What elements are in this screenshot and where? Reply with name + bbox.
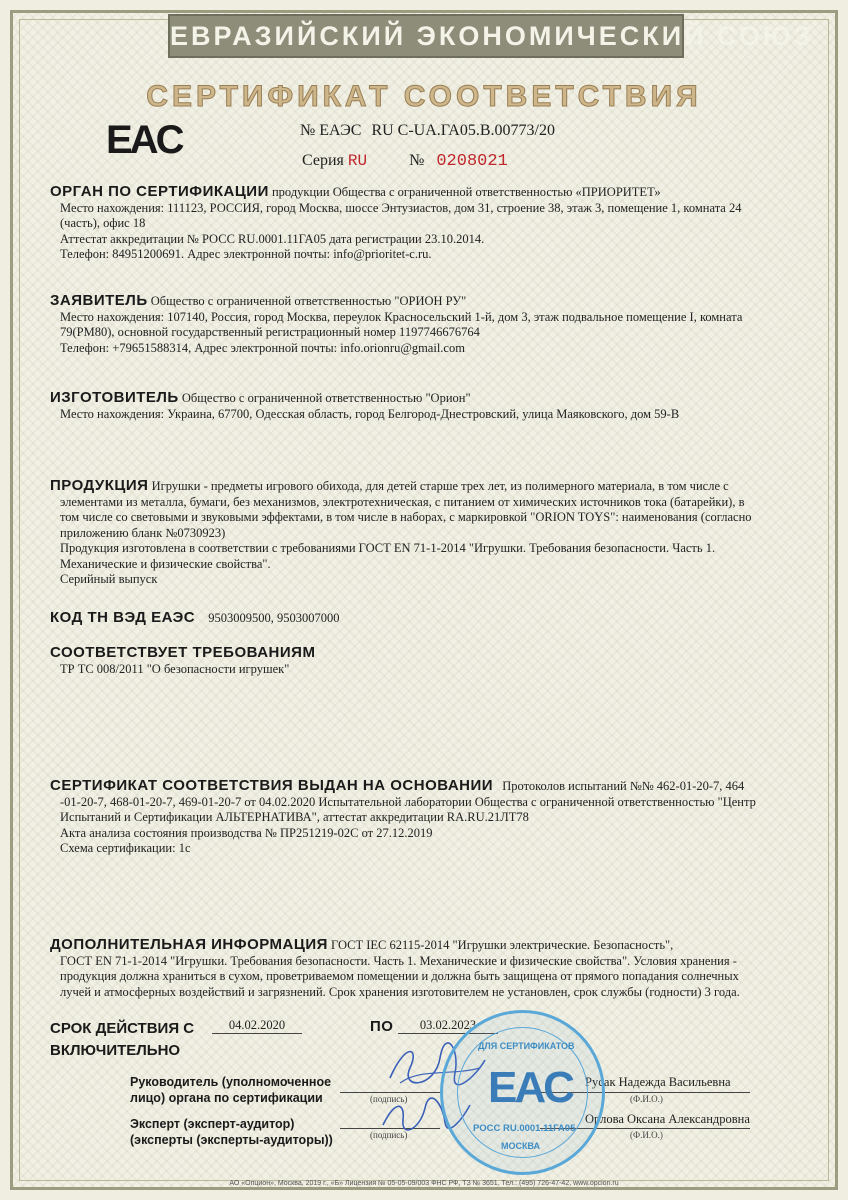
basis-line: Схема сертификации: 1с: [60, 841, 191, 855]
head-name-caption: (Ф.И.О.): [630, 1094, 663, 1104]
section-basis: [50, 778, 790, 857]
heading-cert-body: ОРГАН ПО СЕРТИФИКАЦИИ: [50, 183, 269, 200]
stamp-top-text: ДЛЯ СЕРТИФИКАТОВ: [478, 1041, 575, 1051]
section-certification-body: [50, 184, 790, 263]
tn-ved-value: 9503009500, 9503007000: [208, 611, 340, 625]
series-label: Серия: [302, 152, 344, 169]
validity-inclusive-label: ВКЛЮЧИТЕЛЬНО: [50, 1042, 181, 1059]
validity-from-label: СРОК ДЕЙСТВИЯ С: [50, 1020, 195, 1037]
requirements-value: ТР ТС 008/2011 "О безопасности игрушек": [60, 661, 290, 676]
date-from: 04.02.2020: [212, 1018, 302, 1034]
section-additional: [50, 937, 790, 1000]
applicant-line: 79(РМ80), основной государственный регистрационный номер 1197746676764: [60, 325, 480, 339]
series-line: [302, 152, 508, 171]
heading-manufacturer: ИЗГОТОВИТЕЛЬ: [50, 389, 179, 406]
head-name: Русак Надежда Васильевна: [585, 1075, 731, 1089]
union-title: ЕВРАЗИЙСКИЙ ЭКОНОМИЧЕСКИЙ СОЮЗ: [168, 14, 684, 58]
product-line: Игрушки - предметы игрового обихода, для детей старше трех лет, из полимерного материала, в том числе с: [151, 479, 729, 493]
stamp-registration: РОСС RU.0001.11ГА05: [473, 1123, 576, 1134]
basis-line: -01-20-7, 468-01-20-7, 469-01-20-7 от 04.02.2020 Испытательной лаборатории Общества с ограниченной ответственностью "Центр: [60, 794, 756, 809]
cert-body-line: продукции Общества с ограниченной ответственностью «ПРИОРИТЕТ»: [271, 185, 661, 199]
heading-basis: СЕРТИФИКАТ СООТВЕТСТВИЯ ВЫДАН НА ОСНОВАНИИ: [50, 777, 494, 794]
certificate-title: СЕРТИФИКАТ СООТВЕТСТВИЯ: [146, 80, 702, 113]
head-signature-label: Руководитель (уполномоченное лицо) органа по сертификации: [130, 1075, 332, 1105]
product-line: Серийный выпуск: [60, 572, 158, 586]
heading-product: ПРОДУКЦИЯ: [50, 477, 149, 494]
date-to: 03.02.2023: [398, 1018, 498, 1034]
cert-body-line: Телефон: 84951200691. Адрес электронной почты: info@prioritet-c.ru.: [60, 247, 432, 261]
applicant-line: Место нахождения: 107140, Россия, город Москва, переулок Красносельский 1-й, дом 3, этаж подвальное помещение I, комната: [60, 309, 743, 324]
stamp-city: МОСКВА: [501, 1141, 541, 1151]
blank-label: №: [409, 152, 425, 169]
section-product: [50, 478, 790, 588]
expert-signature-label: Эксперт (эксперт-аудитор) (эксперты (эксперты-аудиторы)): [130, 1117, 333, 1147]
product-line: Механические и физические свойства".: [60, 556, 271, 571]
additional-line: продукция должна храниться в сухом, проветриваемом помещении и должна быть защищена от прямого попадания солнечных: [60, 969, 739, 983]
manufacturer-line: Общество с ограниченной ответственностью "Орион": [181, 391, 471, 405]
certificate-number: [300, 122, 555, 140]
product-line: элементами из металла, бумаги, без механизмов, электротехническая, с питанием от химических источников тока (батарейки), в: [60, 494, 745, 509]
product-line: том числе со световыми и звуковыми эффектами, в том числе в наборах, с маркировкой "ORION TOYS": наименования (согласно: [60, 510, 752, 524]
head-signature-caption: (подпись): [370, 1094, 408, 1104]
additional-line: ГОСТ EN 71-1-2014 "Игрушки. Требования безопасности. Часть 1. Механические и физические свойства". Условия хранения -: [60, 953, 737, 968]
certification-stamp: [440, 1010, 605, 1175]
heading-requirements: СООТВЕТСТВУЕТ ТРЕБОВАНИЯМ: [50, 644, 316, 661]
expert-name-caption: (Ф.И.О.): [630, 1130, 663, 1140]
additional-line: лучей и атмосферных воздействий и загрязнений. Срок хранения изготовителем не установлен, срок службы (годности) 3 года.: [60, 984, 740, 999]
section-requirements: [50, 645, 790, 677]
product-line: Продукция изготовлена в соответствии с требованиями ГОСТ EN 71-1-2014 "Игрушки. Требования безопасности. Часть 1.: [60, 541, 716, 555]
expert-name: Орлова Оксана Александровна: [585, 1112, 750, 1126]
cert-body-line: Аттестат аккредитации № РОСС RU.0001.11ГА05 дата регистрации 23.10.2014.: [60, 231, 485, 246]
to-label: ПО: [370, 1018, 394, 1035]
validity-label: [50, 1018, 194, 1062]
heading-tn-ved: КОД ТН ВЭД ЕАЭС: [50, 609, 196, 626]
blank-number: 0208021: [436, 152, 508, 171]
section-tn-ved: [50, 610, 790, 627]
basis-line: Протоколов испытаний №№ 462-01-20-7, 464: [502, 779, 745, 793]
number-value: RU С-UA.ГА05.В.00773/20: [371, 122, 555, 139]
basis-line: Акта анализа состояния производства № ПР251219-02С от 27.12.2019: [60, 825, 433, 840]
section-manufacturer: [50, 390, 790, 422]
expert-signature-caption: (подпись): [370, 1130, 408, 1140]
heading-applicant: ЗАЯВИТЕЛЬ: [50, 292, 148, 309]
basis-line: Испытаний и Сертификации АЛЬТЕРНАТИВА", аттестат аккредитации RA.RU.21ЛТ78: [60, 810, 529, 824]
section-applicant: [50, 293, 790, 356]
product-line: приложению бланк №0730923): [60, 525, 226, 540]
cert-body-line: Место нахождения: 111123, РОССИЯ, город Москва, шоссе Энтузиастов, дом 31, строение 38, этаж 3, помещение 1, комната 24: [60, 200, 742, 215]
cert-body-line: (часть), офис 18: [60, 216, 146, 230]
applicant-line: Телефон: +79651588314, Адрес электронной почты: info.orionru@gmail.com: [60, 340, 465, 355]
stamp-eac-logo: EAC: [488, 1063, 572, 1112]
printer-footer: АО «Опцион», Москва, 2019 г., «Б» Лицензия № 05-05-09/003 ФНС РФ, ТЗ № 3651. Тел.: (495) 726-47-42, www.opcion.ru: [229, 1180, 619, 1187]
applicant-line: Общество с ограниченной ответственностью "ОРИОН РУ": [150, 294, 467, 308]
heading-additional: ДОПОЛНИТЕЛЬНАЯ ИНФОРМАЦИЯ: [50, 936, 328, 953]
series-value: RU: [347, 152, 368, 170]
additional-line: ГОСТ IEC 62115-2014 "Игрушки электрические. Безопасность",: [331, 938, 674, 952]
eac-logo: EAC: [106, 118, 182, 162]
manufacturer-line: Место нахождения: Украина, 67700, Одесская область, город Белгород-Днестровский, улица Маяковского, дом 59-В: [60, 406, 680, 421]
number-label: № ЕАЭС: [300, 122, 362, 139]
